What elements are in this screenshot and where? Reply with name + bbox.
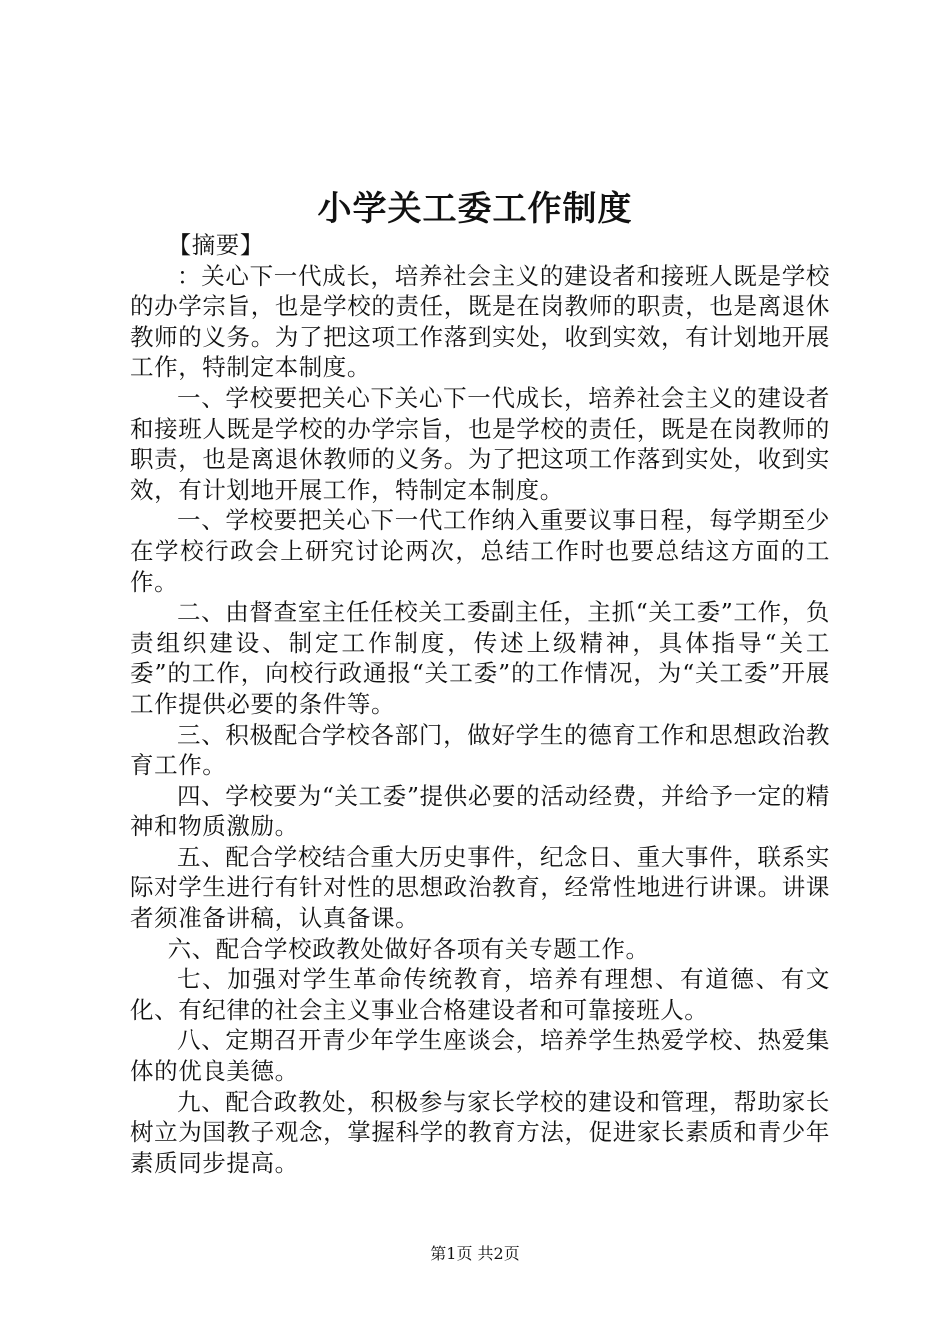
paragraph-3: 二、由督查室主任任校关工委副主任，主抓“关工委”工作，负责组织建设、制定工作制度，传述上级精神，具体指导“关工委”的工作，向校行政通报“关工委”的工作情况，为“关工委”开展工作提供必要的条件等。 (130, 598, 830, 718)
abstract-paragraph: ：关心下一代成长，培养社会主义的建设者和接班人既是学校的办学宗旨，也是学校的责任，既是在岗教师的职责，也是离退休教师的义务。为了把这项工作落到实处，收到实效，有计划地开展工作，特制定本制度。 (130, 261, 830, 382)
abstract-label: 【摘要】 (167, 231, 264, 259)
paragraph-2: 一、学校要把关心下一代工作纳入重要议事日程，每学期至少在学校行政会上研究讨论两次，总结工作时也要总结这方面的工作。 (130, 506, 830, 596)
paragraph-7: 六、配合学校政教处做好各项有关专题工作。 (167, 934, 650, 963)
paragraph-1: 一、学校要把关心下关心下一代成长，培养社会主义的建设者和接班人既是学校的办学宗旨，也是学校的责任，既是在岗教师的职责，也是离退休教师的义务。为了把这项工作落到实处，收到实效，有计划地开展工作，特制定本制度。 (130, 383, 830, 504)
paragraph-8: 七、加强对学生革命传统教育，培养有理想、有道德、有文化、有纪律的社会主义事业合格建设者和可靠接班人。 (130, 965, 830, 1024)
paragraph-10: 九、配合政教处，积极参与家长学校的建设和管理，帮助家长树立为国教子观念，掌握科学的教育方法，促进家长素质和青少年素质同步提高。 (130, 1087, 830, 1177)
paragraph-5: 四、学校要为“关工委”提供必要的活动经费，并给予一定的精神和物质激励。 (130, 781, 830, 841)
paragraph-6: 五、配合学校结合重大历史事件，纪念日、重大事件，联系实际对学生进行有针对性的思想政治教育，经常性地进行讲课。讲课者须准备讲稿，认真备课。 (130, 842, 830, 933)
document-body (130, 230, 830, 1178)
page-number-footer: 第1页 共2页 (430, 1244, 520, 1263)
paragraph-4: 三、积极配合学校各部门，做好学生的德育工作和思想政治教育工作。 (130, 720, 830, 780)
document-title: 小学关工委工作制度 (317, 189, 633, 229)
paragraph-9: 八、定期召开青少年学生座谈会，培养学生热爱学校、热爱集体的优良美德。 (130, 1026, 830, 1086)
